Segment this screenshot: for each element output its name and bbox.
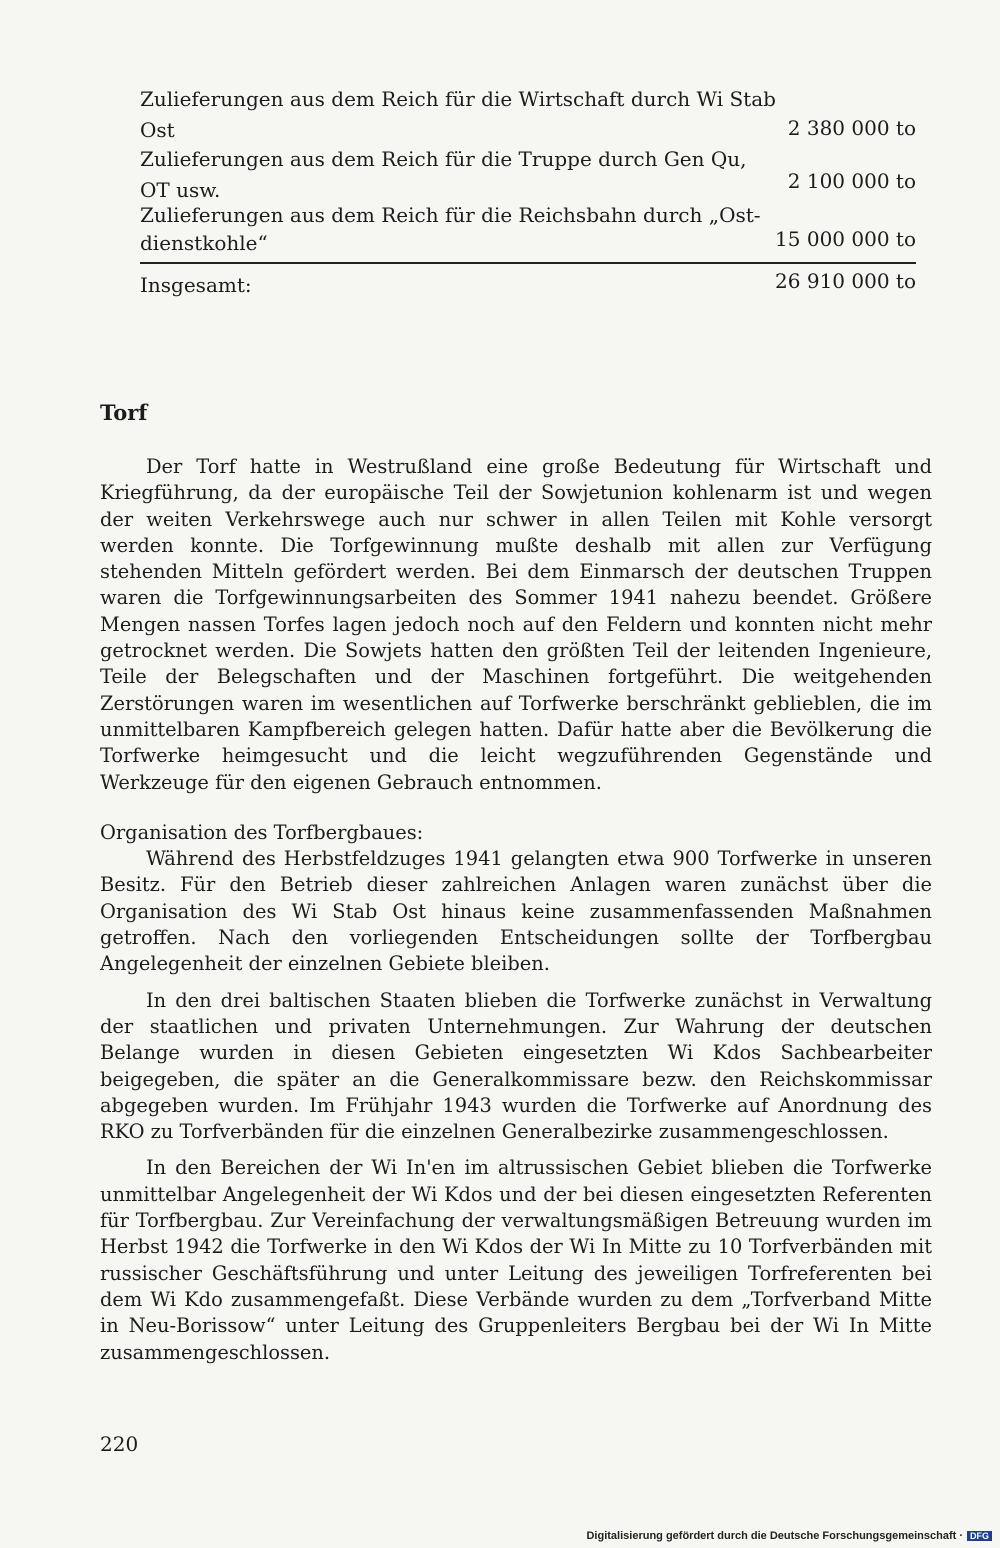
row-value: 2 100 000 to (787, 169, 916, 193)
paragraph: Während des Herbstfeldzuges 1941 gelangten etwa 900 Torfwerke in unseren Besitz. Für den Betrieb dieser zahlreichen Anlagen waren zunächst über die Organisation des Wi Stab Ost hinaus keine zusammenfassenden Maßnahmen getroffen. Nach den vorliegenden Entscheidungen sollte der Torfbergbau Angelegenheit der einzelnen Gebiete bleiben. (100, 847, 932, 976)
page-number: 220 (100, 1432, 139, 1456)
row-value: 15 000 000 to (775, 227, 916, 251)
footer-credit (586, 1530, 992, 1542)
row-label-line2: dienstkohle“ (140, 231, 268, 255)
body-text (100, 454, 932, 1376)
row-label-line1: Zulieferungen aus dem Reich für die Truppe durch Gen Qu, (140, 147, 747, 171)
paragraph: In den drei baltischen Staaten blieben die Torfwerke zunächst in Verwaltung der staatlichen und privaten Unternehmungen. Zur Wahrung der deutschen Belange wurden in diesen Gebieten eingesetzten Wi Kdos Sachbearbeiter beigegeben, die später an die Generalkommissare bezw. den Reichskommissar abgegeben wurden. Im Frühjahr 1943 wurden die Torfwerke auf Anordnung des RKO zu Torfverbänden für die einzelnen Generalbezirke zusammengeschlossen. (100, 988, 932, 1144)
sum-rule (140, 262, 916, 264)
total-value: 26 910 000 to (775, 269, 916, 293)
row-value: 2 380 000 to (787, 116, 916, 140)
row-label-line2: Ost (140, 118, 175, 142)
paragraph: In den Bereichen der Wi In'en im altrussischen Gebiet blieben die Torfwerke unmittelbar Angelegenheit der Wi Kdos und der bei diesen eingesetzten Referenten für Torfbergbau. Zur Vereinfachung der verwaltungsmäßigen Betreuung wurden im Herbst 1942 die Torfwerke in den Wi Kdos der Wi In Mitte zu 10 Torfverbänden mit russischer Geschäftsführung und unter Leitung des jeweiligen Torfreferenten bei dem Wi Kdo zusammengefaßt. Diese Verbände wurden zu dem „Torfverband Mitte in Neu-Borissow“ unter Leitung des Gruppenleiters Bergbau bei der Wi In Mitte zusammengeschlossen. (100, 1156, 932, 1364)
row-label-line1: Zulieferungen aus dem Reich für die Reichsbahn durch „Ost- (140, 203, 761, 227)
subheading: Organisation des Torfbergbaues: (100, 820, 424, 844)
paragraph: Der Torf hatte in Westrußland eine große Bedeutung für Wirtschaft und Kriegführung, da der europäische Teil der Sowjetunion kohlenarm ist und wegen der weiten Verkehrswege auch nur schwer in allen Teilen mit Kohle versorgt werden konnte. Die Torfgewinnung mußte deshalb mit allen zur Verfügung stehenden Mitteln gefördert werden. Bei dem Einmarsch der deutschen Truppen waren die Torfgewinnungsarbeiten des Sommer 1941 nahezu beendet. Größere Mengen nassen Torfes lagen jedoch noch auf den Feldern und konnten nicht mehr getrocknet werden. Die Sowjets hatten den größten Teil der leitenden Ingenieure, Teile der Belegschaften und der Maschinen fortgeführt. Die weitgehenden Zerstörungen waren im wesentlichen auf Torfwerke berschränkt geblieblen, die im unmittelbaren Kampfbereich gelegen hatten. Dafür hatte aber die Bevölkerung die Torfwerke heimgesucht und die leicht wegzuführenden Gegenstände und Werkzeuge für den eigenen Gebrauch entnommen. (100, 455, 932, 794)
total-label: Insgesamt: (140, 273, 252, 297)
footer-text: Digitalisierung gefördert durch die Deutsche Forschungsgemeinschaft · (586, 1530, 963, 1542)
row-label-line2: OT usw. (140, 178, 221, 202)
dfg-logo-icon: DFG (967, 1531, 992, 1541)
row-label-line1: Zulieferungen aus dem Reich für die Wirtschaft durch Wi Stab (140, 87, 776, 111)
section-heading: Torf (100, 400, 148, 425)
